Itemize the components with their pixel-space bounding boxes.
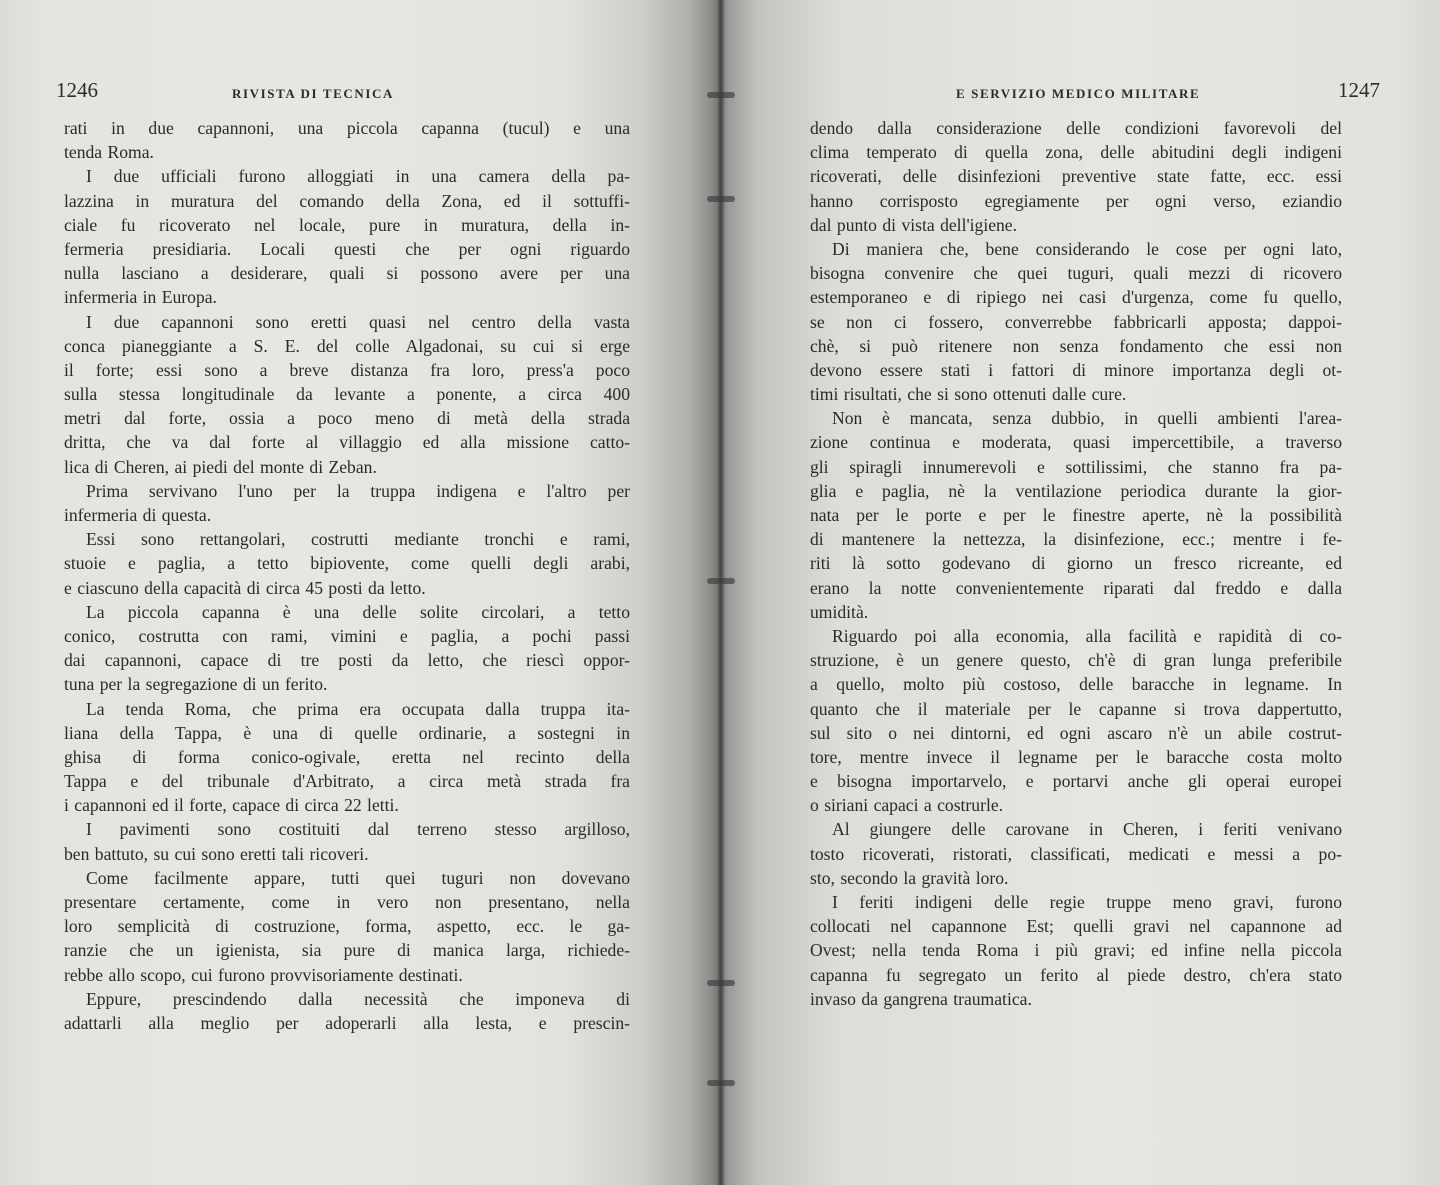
text-line: Essi sono rettangolari, costrutti mediante tronchi e rami, bbox=[86, 529, 630, 550]
book-spine bbox=[718, 0, 724, 1185]
text-line: I due ufficiali furono alloggiati in una camera della pa- bbox=[86, 166, 630, 187]
left-page-header bbox=[56, 78, 630, 110]
text-line: ranzie che un igienista, sia pure di manica larga, richiede- bbox=[64, 940, 630, 961]
text-line: nata per le porte e per le finestre aperte, nè la possibilità bbox=[810, 505, 1342, 525]
text-line: zione continua e moderata, quasi impercettibile, a traverso bbox=[810, 432, 1342, 453]
text-line: infermeria in Europa. bbox=[64, 287, 217, 308]
text-line: conico, costrutta con rami, vimini e paglia, a pochi passi bbox=[64, 625, 630, 646]
right-page-number: 1247 bbox=[1338, 78, 1380, 102]
text-line: erano la notte convenientemente riparati dal freddo e dalla bbox=[810, 577, 1342, 598]
text-line: nulla lasciano a desiderare, quali si possono avere per una bbox=[64, 263, 630, 284]
text-line: tosto ricoverati, ristorati, classificati, medicati e messi a po- bbox=[810, 843, 1342, 864]
text-line: Riguardo poi alla economia, alla facilità e rapidità di co- bbox=[832, 625, 1342, 646]
text-line: ricoverati, delle disinfezioni preventive state fatte, ecc. essi bbox=[810, 166, 1342, 187]
text-line: Non è mancata, senza dubbio, in quelli ambienti l'area- bbox=[832, 408, 1342, 429]
text-line: tuna per la segregazione di un ferito. bbox=[64, 674, 328, 695]
text-line: bisogna convenire che quei tuguri, quali mezzi di ricovero bbox=[810, 263, 1342, 284]
text-line: devono essere stati i fattori di minore importanza degli ot- bbox=[810, 359, 1342, 380]
text-line: di mantenere la nettezza, la disinfezione, ecc.; mentre i fe- bbox=[810, 529, 1342, 550]
text-line: ben battuto, su cui sono eretti tali ricoveri. bbox=[64, 843, 369, 864]
left-page-text bbox=[64, 116, 630, 1035]
text-line: se non ci fossero, converrebbe fabbricarli apposta; dappoi- bbox=[810, 311, 1342, 332]
left-running-head: RIVISTA DI TECNICA bbox=[232, 86, 394, 101]
text-line: metri dal forte, ossia a poco meno di metà della strada bbox=[64, 408, 630, 429]
text-line: I due capannoni sono eretti quasi nel centro della vasta bbox=[86, 311, 630, 332]
text-line: collocati nel capannone Est; quelli gravi nel capannone ad bbox=[810, 916, 1342, 937]
text-line: Tappa e del tribunale d'Arbitrato, a circa metà strada fra bbox=[64, 771, 630, 792]
text-line: La tenda Roma, che prima era occupata dalla truppa ita- bbox=[86, 698, 630, 719]
text-line: fermeria presidiaria. Locali questi che per ogni riguardo bbox=[64, 238, 630, 259]
right-page-header bbox=[812, 78, 1380, 110]
text-line: sto, secondo la gravità loro. bbox=[810, 867, 1009, 888]
right-running-head: E SERVIZIO MEDICO MILITARE bbox=[956, 86, 1201, 101]
text-line: infermeria di questa. bbox=[64, 505, 212, 525]
text-line: Al giungere delle carovane in Cheren, i feriti venivano bbox=[832, 819, 1342, 840]
text-line: invaso da gangrena traumatica. bbox=[810, 988, 1032, 1009]
text-line: loro semplicità di costruzione, forma, aspetto, ecc. le ga- bbox=[64, 916, 630, 937]
text-line: Come facilmente appare, tutti quei tuguri non dovevano bbox=[86, 867, 630, 888]
text-line: hanno corrisposto egregiamente per ogni verso, eziandio bbox=[810, 190, 1342, 211]
text-line: liana della Tappa, è una di quelle ordinarie, a sostegni in bbox=[64, 722, 630, 743]
text-line: I pavimenti sono costituiti dal terreno stesso argilloso, bbox=[86, 819, 630, 840]
text-line: dal punto di vista dell'igiene. bbox=[810, 214, 1018, 235]
text-line: e ciascuno della capacità di circa 45 posti da letto. bbox=[64, 577, 426, 598]
text-line: rebbe allo scopo, cui furono provvisoriamente destinati. bbox=[64, 964, 463, 985]
text-line: lica di Cheren, ai piedi del monte di Zeban. bbox=[64, 456, 377, 477]
right-page-text bbox=[810, 116, 1342, 1011]
text-line: stuoie e paglia, a tetto bipiovente, come quelli degli arabi, bbox=[64, 553, 630, 574]
text-line: struzione, è un genere questo, ch'è di gran lunga preferibile bbox=[810, 650, 1342, 671]
text-line: estemporaneo e di ripiego nei casi d'urgenza, come fu quello, bbox=[810, 287, 1342, 308]
text-line: gli spiragli innumerevoli e sottilissimi, che stanno fra pa- bbox=[810, 456, 1342, 477]
text-line: tenda Roma. bbox=[64, 142, 154, 163]
text-line: a quello, molto più costoso, delle baracche in legname. In bbox=[810, 674, 1342, 695]
text-line: rati in due capannoni, una piccola capanna (tucul) e una bbox=[64, 118, 630, 138]
text-line: dritta, che va dal forte al villaggio ed alla missione catto- bbox=[64, 432, 630, 453]
text-line: dai capannoni, capace di tre posti da letto, che riescì oppor- bbox=[64, 650, 630, 671]
text-line: quanto che il materiale per le capanne si trova dappertutto, bbox=[810, 698, 1342, 719]
text-line: I feriti indigeni delle regie truppe meno gravi, furono bbox=[832, 892, 1342, 912]
text-line: Prima servivano l'uno per la truppa indigena e l'altro per bbox=[86, 480, 630, 501]
text-line: clima temperato di quella zona, delle abitudini degli indigeni bbox=[810, 142, 1342, 163]
text-line: timi risultati, che si sono ottenuti dalle cure. bbox=[810, 384, 1127, 405]
text-line: chè, si può ritenere non senza fondamento che essi non bbox=[810, 335, 1342, 356]
text-line: riti là sotto godevano di giorno un fresco ricreante, ed bbox=[810, 553, 1342, 574]
text-line: o siriani capaci a costrurle. bbox=[810, 795, 1004, 816]
text-line: sulla stessa longitudinale da levante a ponente, a circa 400 bbox=[64, 384, 630, 405]
text-line: conca pianeggiante a S. E. del colle Algadonai, su cui si erge bbox=[64, 335, 630, 356]
text-line: ghisa di forma conico-ogivale, eretta nel recinto della bbox=[64, 746, 630, 767]
text-line: sul sito o nei dintorni, ed ogni ascaro n'è un abile costrut- bbox=[810, 722, 1342, 743]
text-line: Di maniera che, bene considerando le cose per ogni lato, bbox=[832, 238, 1342, 259]
text-line: La piccola capanna è una delle solite circolari, a tetto bbox=[86, 601, 630, 622]
left-page-number: 1246 bbox=[56, 78, 98, 102]
text-line: il forte; essi sono a breve distanza fra loro, press'a poco bbox=[64, 359, 630, 380]
text-line: adattarli alla meglio per adoperarli alla lesta, e prescin- bbox=[64, 1012, 630, 1033]
text-line: ciale fu ricoverato nel locale, pure in muratura, della in- bbox=[64, 214, 630, 235]
text-line: Ovest; nella tenda Roma i più gravi; ed infine nella piccola bbox=[810, 940, 1342, 961]
text-line: lazzina in muratura del comando della Zona, ed il sottuffi- bbox=[64, 190, 630, 211]
text-line: capanna fu segregato un ferito al piede destro, ch'era stato bbox=[810, 964, 1342, 985]
text-line: presentare certamente, come in vero non presentano, nella bbox=[64, 892, 630, 912]
text-line: tore, mentre invece il legname per le baracche costa molto bbox=[810, 746, 1342, 767]
text-line: i capannoni ed il forte, capace di circa 22 letti. bbox=[64, 795, 399, 816]
text-line: dendo dalla considerazione delle condizioni favorevoli del bbox=[810, 118, 1342, 138]
text-line: Eppure, prescindendo dalla necessità che imponeva di bbox=[86, 988, 630, 1009]
text-line: umidità. bbox=[810, 601, 869, 622]
right-page bbox=[728, 0, 1440, 1185]
text-line: glia e paglia, nè la ventilazione periodica durante la gior- bbox=[810, 480, 1342, 501]
text-line: e bisogna importarvelo, e portarvi anche gli operai europei bbox=[810, 771, 1342, 792]
left-page bbox=[0, 0, 712, 1185]
